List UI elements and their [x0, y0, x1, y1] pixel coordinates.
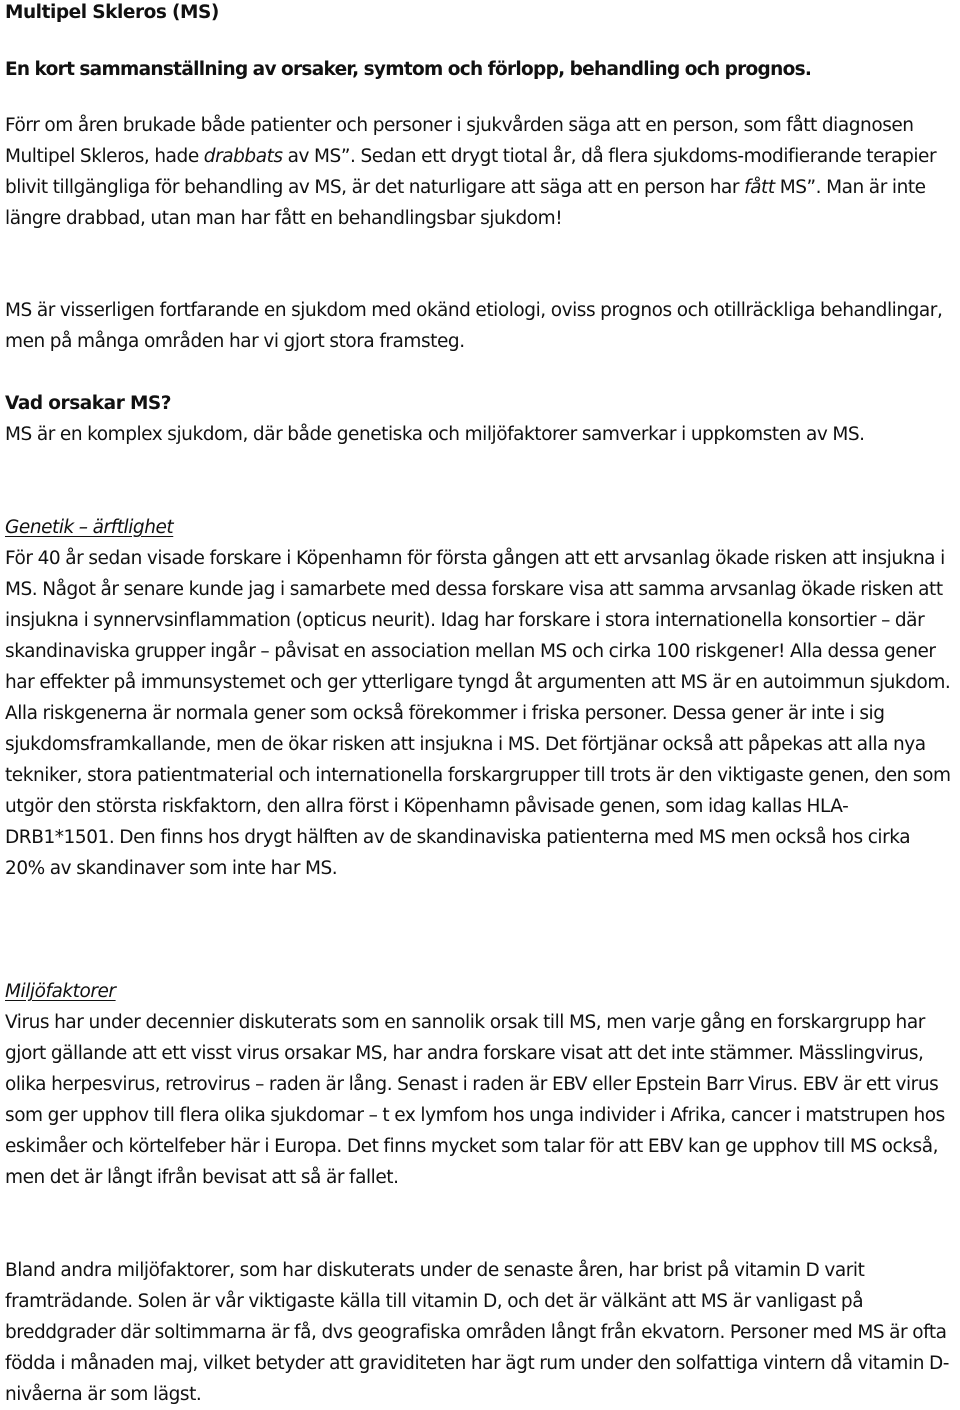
intro-emphasis-fatt: fått — [744, 177, 775, 198]
document-title: Multipel Skleros (MS) — [5, 2, 219, 23]
intro-paragraph — [5, 110, 954, 234]
section-heading-environment: Miljöfaktorer — [5, 981, 116, 1002]
intro-emphasis-drabbats: drabbats — [203, 146, 283, 167]
intro-text-1: Förr om åren brukade både patienter och personer i sjukvården säga att en person, som fått diagnosen Multipel Skleros, hade — [5, 115, 914, 167]
genetics-paragraph: För 40 år sedan visade forskare i Köpenhamn för första gången att ett arvsanlag ökade risken att insjukna i MS. Något år senare kunde jag i samarbete med dessa forskare visa att samma arvsanlag ökade risken att insjukna i synnervsinflammation (opticus neurit). Idag har forskare i stora internationella konsortier – där skandinaviska grupper ingår – påvisat en association mellan MS och cirka 100 riskgener! Alla dessa gener har effekter på immunsystemet och ger ytterligare tyngd åt argumenten att MS är en autoimmun sjukdom. Alla riskgenerna är normala gener som också förekommer i friska personer. Dessa gener är inte i sig sjukdomsframkallande, men de ökar risken att insjukna i MS. Det förtjänar också att påpekas att alla nya tekniker, stora patientmaterial och internationella forskargrupper till trots är den viktigaste genen, den som utgör den största riskfaktorn, den allra först i Köpenhamn påvisade genen, som idag kallas HLA-DRB1*1501. Den finns hos drygt hälften av de skandinaviska patienterna med MS men också hos cirka 20% av skandinaver som inte har MS. — [5, 548, 951, 879]
section-heading-genetics: Genetik – ärftlighet — [5, 517, 174, 538]
document-subtitle: En kort sammanställning av orsaker, symtom och förlopp, behandling och prognos. — [5, 59, 812, 80]
section-heading-causes: Vad orsakar MS? — [5, 393, 172, 414]
environment-paragraph: Virus har under decennier diskuterats som en sannolik orsak till MS, men varje gång en forskargrupp har gjort gällande att ett visst virus orsakar MS, har andra forskare visat att det inte stämmer. Mässlingvirus, olika herpesvirus, retrovirus – raden är lång. Senast i raden är EBV eller Epstein Barr Virus. EBV är ett virus som ger upphov till flera olika sjukdomar – t ex lymfom hos unga individer i Afrika, cancer i matstrupen hos eskimåer och körtelfeber här i Europa. Det finns mycket som talar för att EBV kan ge upphov till MS också, men det är långt ifrån bevisat att så är fallet. — [5, 1012, 945, 1188]
progress-paragraph: MS är visserligen fortfarande en sjukdom med okänd etiologi, oviss prognos och otillräckliga behandlingar, men på många områden har vi gjort stora framsteg. — [5, 300, 943, 352]
intro-text-2: av MS”. Sedan ett drygt tiotal år, då flera sjukdoms-modifierande terapier blivit tillgängliga för behandling av MS, är det naturligare att säga att en person har — [5, 146, 937, 198]
intro-text-3: MS”. Man är inte längre drabbad, utan man har fått en behandlingsbar sjukdom! — [5, 177, 926, 229]
causes-paragraph: MS är en komplex sjukdom, där både genetiska och miljöfaktorer samverkar i uppkomsten av MS. — [5, 424, 865, 445]
vitamin-d-paragraph: Bland andra miljöfaktorer, som har diskuterats under de senaste åren, har brist på vitamin D varit framträdande. Solen är vår viktigaste källa till vitamin D, och det är välkänt att MS är vanligast på breddgrader där soltimmarna är få, dvs geografiska områden långt från ekvatorn. Personer med MS är ofta födda i månaden maj, vilket betyder att graviditeten har ägt rum under den solfattiga vintern då vitamin D-nivåerna är som lägst. — [5, 1260, 950, 1405]
